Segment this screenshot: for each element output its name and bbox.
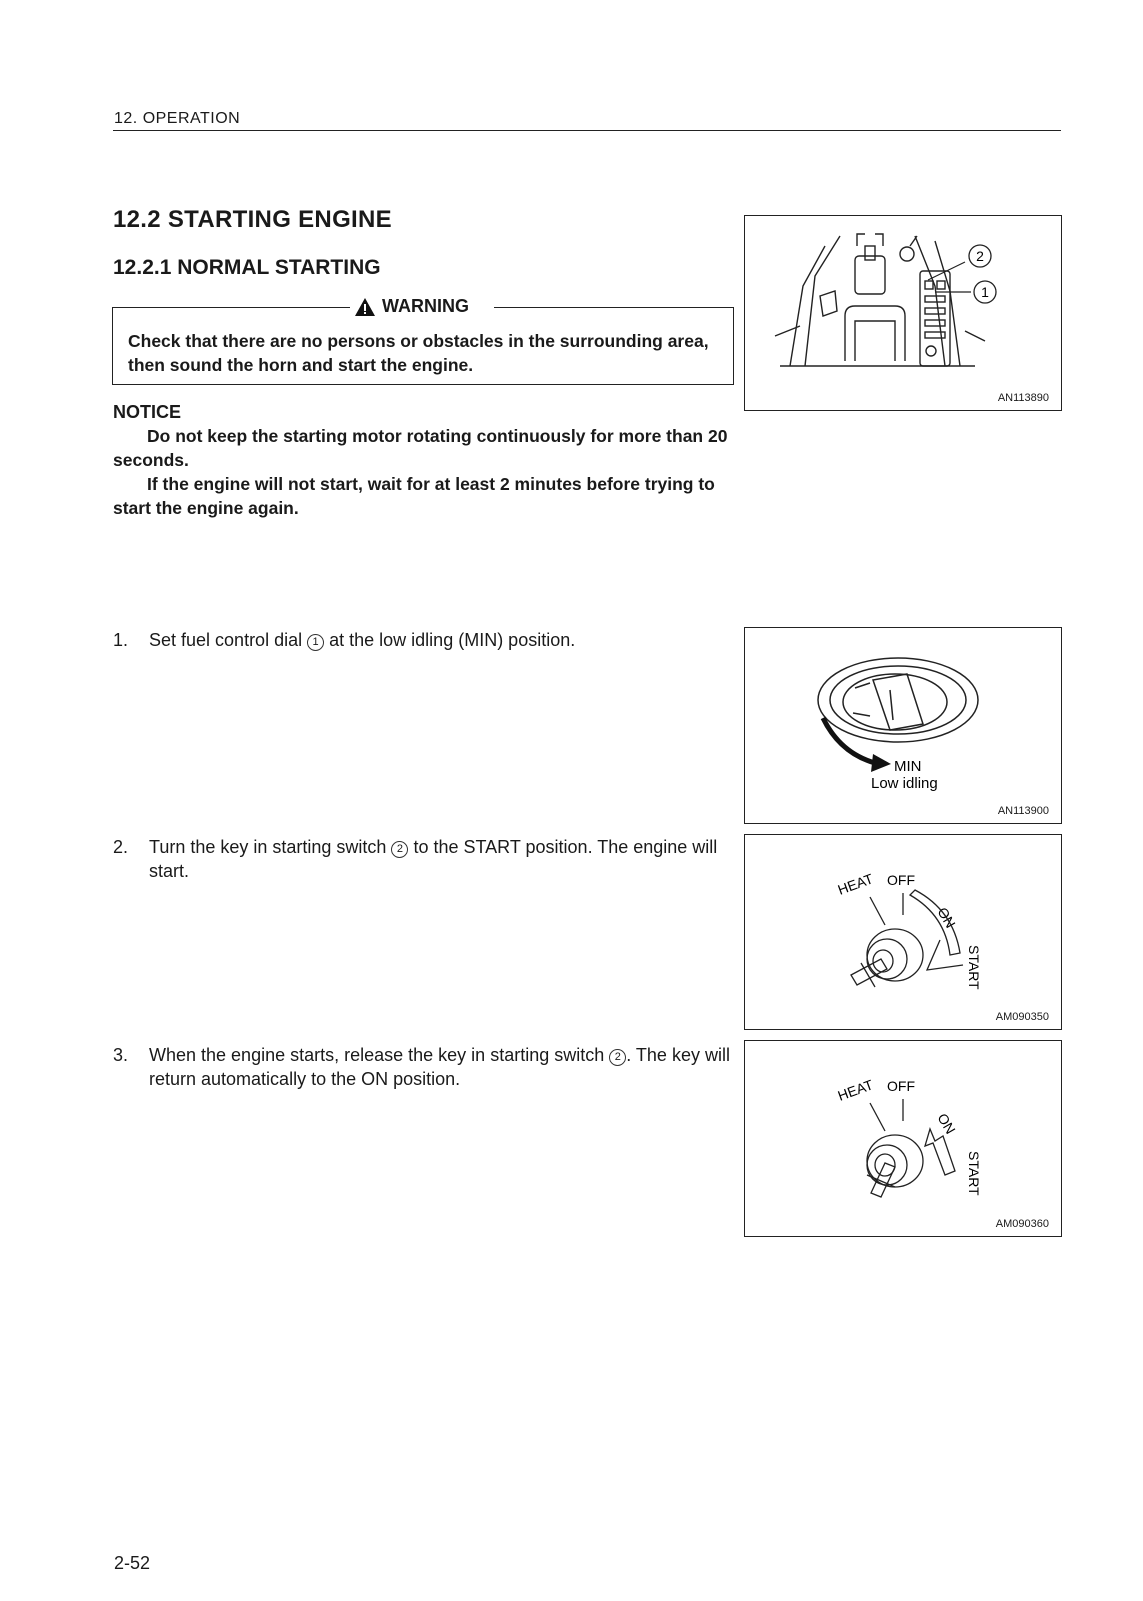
- step-2: [113, 835, 735, 883]
- figure-cab-overview: [744, 215, 1062, 411]
- callout-2: 2: [976, 248, 984, 264]
- callout-1: 1: [981, 284, 989, 300]
- on-label: ON: [934, 904, 959, 931]
- warning-triangle-icon: [354, 297, 376, 317]
- starting-switch-on-illustration: [745, 1041, 1061, 1236]
- callout-ref: 2: [609, 1049, 626, 1066]
- step-text: to the START position. The engine will start.: [149, 837, 718, 881]
- warning-label: [354, 296, 469, 317]
- section-header: 12. OPERATION: [114, 110, 241, 127]
- figure-code: AN113890: [997, 392, 1049, 404]
- step-number: 2.: [113, 837, 129, 857]
- callout-ref: 1: [307, 634, 324, 651]
- low-idling-label: Low idling: [871, 775, 938, 792]
- fuel-dial-illustration: [745, 628, 1061, 823]
- page-number: 2-52: [114, 1553, 151, 1573]
- figure-code: AM090350: [995, 1011, 1049, 1023]
- figure-code: AN113900: [997, 805, 1049, 817]
- section-title: 12.2 STARTING ENGINE: [113, 206, 392, 233]
- notice-title: NOTICE: [113, 402, 182, 422]
- step-3: [113, 1043, 735, 1091]
- header-rule: [113, 130, 1061, 131]
- step-1: [113, 628, 735, 652]
- step-number: 3.: [113, 1045, 129, 1065]
- figure-code: AM090360: [995, 1218, 1049, 1230]
- on-label: ON: [934, 1110, 959, 1137]
- warning-text: Check that there are no persons or obstacles in the surrounding area, then sound the horn and start the engine.: [128, 331, 709, 375]
- figure-switch-start: [744, 834, 1062, 1030]
- warning-box-top-right: [494, 307, 734, 308]
- step-text: When the engine starts, release the key in starting switch: [149, 1045, 605, 1065]
- figure-switch-on: [744, 1040, 1062, 1237]
- heat-label: HEAT: [835, 1076, 876, 1104]
- notice-paragraph-1: Do not keep the starting motor rotating continuously for more than 20 seconds.: [113, 426, 728, 470]
- notice-paragraph-2: If the engine will not start, wait for at least 2 minutes before trying to start the engine again.: [113, 474, 715, 518]
- off-label: OFF: [887, 872, 915, 888]
- step-text: . The key will return automatically to the ON position.: [149, 1045, 730, 1089]
- step-number: 1.: [113, 630, 129, 650]
- step-text: Turn the key in starting switch: [149, 837, 387, 857]
- off-label: OFF: [887, 1078, 915, 1094]
- heat-label: HEAT: [835, 870, 876, 898]
- callout-ref: 2: [391, 841, 408, 858]
- cab-overview-illustration: [745, 216, 1061, 410]
- start-label: START: [966, 1151, 982, 1196]
- step-text: at the low idling (MIN) position.: [329, 630, 576, 650]
- warning-label-text: WARNING: [382, 296, 469, 316]
- starting-switch-start-illustration: [745, 835, 1061, 1029]
- min-label: MIN: [894, 758, 922, 775]
- start-label: START: [966, 945, 982, 990]
- figure-fuel-dial: [744, 627, 1062, 824]
- warning-box-top-left: [112, 307, 350, 308]
- subsection-title: 12.2.1 NORMAL STARTING: [113, 256, 381, 279]
- step-text: Set fuel control dial: [149, 630, 303, 650]
